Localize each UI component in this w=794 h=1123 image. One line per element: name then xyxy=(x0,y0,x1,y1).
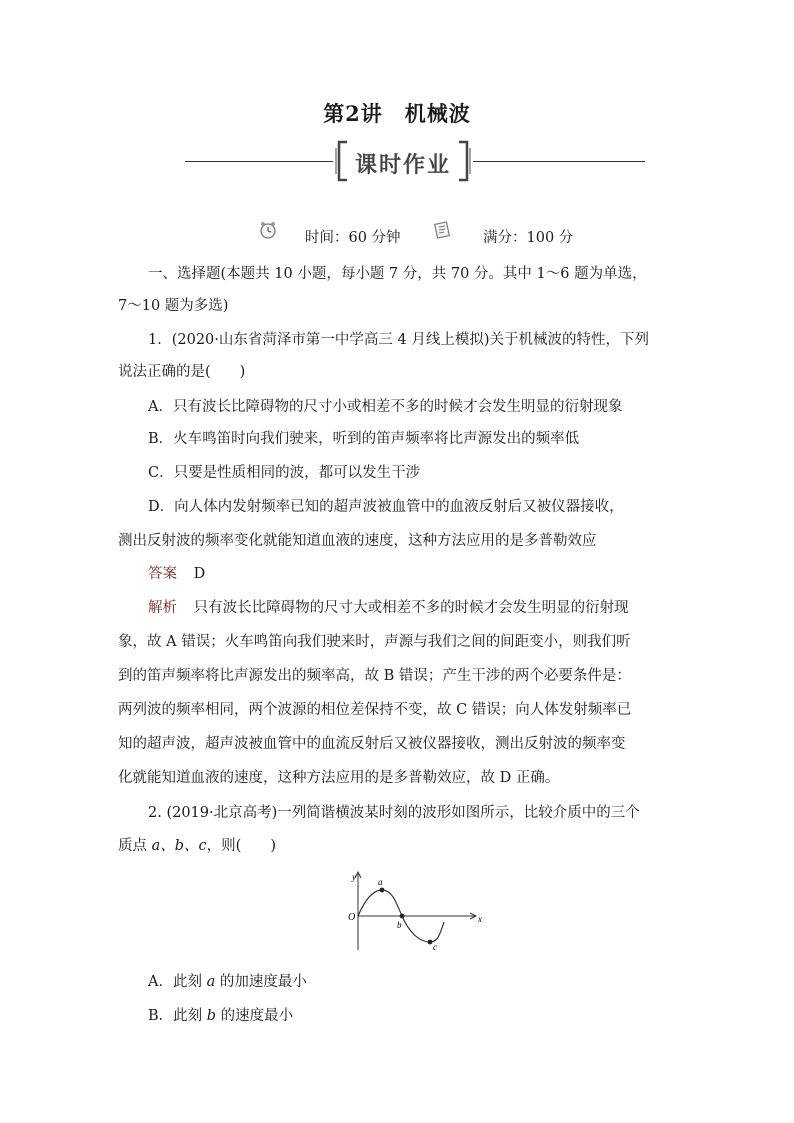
section-heading-line2: 7～10 题为多选) xyxy=(118,298,229,314)
q2-option-a xyxy=(148,972,307,993)
section-heading-line1: 一、选择题(本题共 10 小题，每小题 7 分，共 70 分。其中 1～6 题为单选， xyxy=(148,266,647,282)
score-label: 满分：100 分 xyxy=(483,230,574,246)
wave-figure xyxy=(340,866,490,956)
exam-paper-icon xyxy=(432,220,452,240)
point-a xyxy=(380,888,385,893)
banner-left-rule xyxy=(185,161,333,162)
q1-analysis-line3: 到的笛声频率将比声源发出的频率高，故 B 错误；产生干涉的两个必要条件是： xyxy=(118,668,631,684)
q1-analysis-line6: 化就能知道血液的速度，这种方法应用的是多普勒效应，故 D 正确。 xyxy=(118,770,560,786)
q2-stem-line1: 2. (2019·北京高考)一列简谐横波某时刻的波形如图所示，比较介质中的三个 xyxy=(148,805,640,821)
banner-label: 课时作业 xyxy=(354,152,451,178)
analysis-text: 只有波长比障碍物的尺寸大或相差不多的时候才会发生明显的衍射现 xyxy=(193,600,629,616)
origin-label: O xyxy=(348,912,356,923)
q1-stem-line1: 1．(2020·山东省菏泽市第一中学高三 4 月线上模拟)关于机械波的特性，下列 xyxy=(148,332,649,348)
analysis-tag: 解析 xyxy=(148,600,177,616)
q2-option-b-prefix: B．此刻 xyxy=(148,1008,207,1024)
section-banner xyxy=(185,140,645,184)
q1-option-a: A．只有波长比障碍物的尺寸小或相差不多的时候才会发生明显的衍射现象 xyxy=(148,399,623,415)
c-label: c xyxy=(433,942,437,952)
q2-option-b-suffix: 的速度最小 xyxy=(216,1008,294,1024)
q2-stem-prefix: 质点 xyxy=(118,838,152,854)
q2-option-a-suffix: 的加速度最小 xyxy=(215,974,307,990)
clock-icon xyxy=(258,220,278,240)
banner-right-rule xyxy=(473,161,645,162)
point-b xyxy=(400,914,405,919)
q1-analysis-line4: 两列波的频率相同，两个波源的相位差保持不变，故 C 错误；向人体发射频率已 xyxy=(118,702,632,718)
q2-option-b xyxy=(148,1006,293,1027)
q2-option-a-prefix: A．此刻 xyxy=(148,974,207,990)
q1-answer xyxy=(148,564,205,585)
q1-analysis-line2: 象，故 A 错误；火车鸣笛向我们驶来时，声源与我们之间的间距变小，则我们听 xyxy=(118,634,631,650)
point-c xyxy=(428,940,433,945)
q2-stem-suffix: ，则( ) xyxy=(206,838,276,854)
x-label: x xyxy=(478,914,482,924)
q1-stem-line2: 说法正确的是( ) xyxy=(118,364,246,380)
q2-option-b-var: b xyxy=(206,1008,217,1024)
q1-option-c: C．只要是性质相同的波，都可以发生干涉 xyxy=(148,465,421,481)
a-label: a xyxy=(378,877,383,887)
q2-option-a-var: a xyxy=(206,974,216,990)
y-label: y xyxy=(352,872,356,882)
q1-analysis-line5: 知的超声波，超声波被血管中的血流反射后又被仪器接收，测出反射波的频率变 xyxy=(118,736,626,752)
q1-option-d-line2: 测出反射波的频率变化就能知道血液的速度，这种方法应用的是多普勒效应 xyxy=(118,533,597,549)
q1-option-b: B．火车鸣笛时向我们驶来，听到的笛声频率将比声源发出的频率低 xyxy=(148,431,580,447)
page-title: 第2讲 机械波 xyxy=(323,101,471,126)
answer-tag: 答案 xyxy=(148,566,177,582)
answer-value: D xyxy=(193,566,206,582)
time-label: 时间：60 分钟 xyxy=(305,230,401,246)
q2-stem-points: a、b、c xyxy=(151,838,207,854)
q1-analysis-line1 xyxy=(148,598,629,619)
q2-stem-line2 xyxy=(118,836,276,857)
q1-option-d-line1: D．向人体内发射频率已知的超声波被血管中的血液反射后又被仪器接收， xyxy=(148,499,624,515)
b-label: b xyxy=(397,920,402,930)
